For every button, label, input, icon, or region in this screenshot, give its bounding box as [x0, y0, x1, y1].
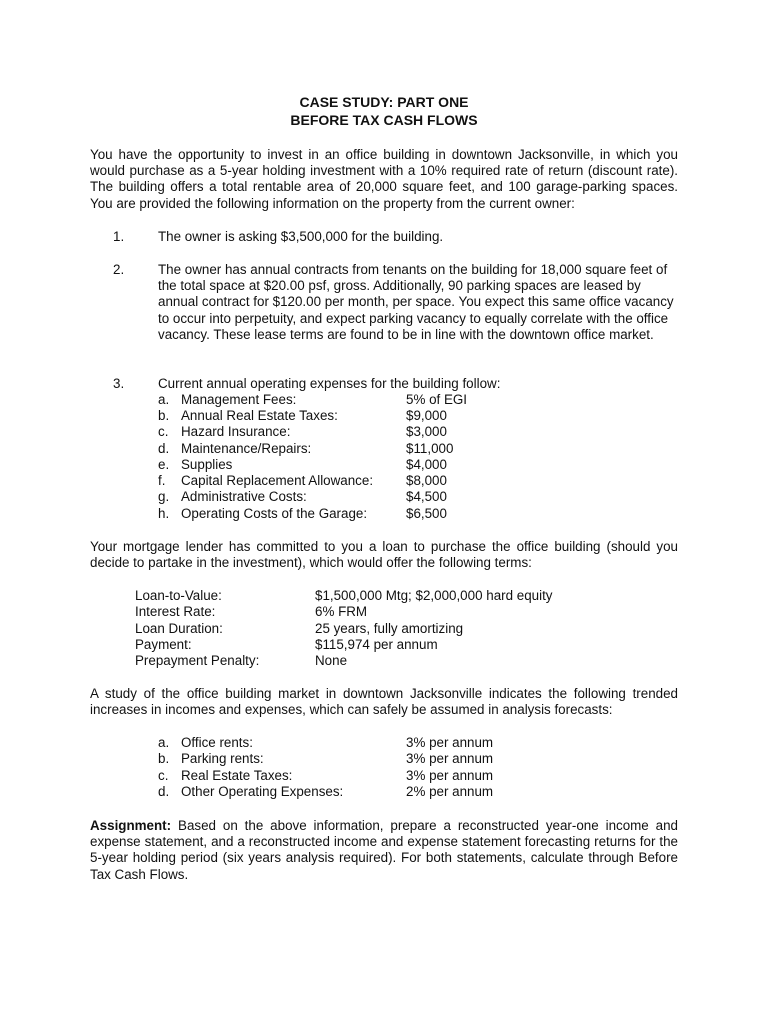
- expense-value: $4,500: [406, 489, 447, 504]
- trend-label: Other Operating Expenses:: [181, 784, 344, 799]
- expense-label: Annual Real Estate Taxes:: [181, 408, 338, 423]
- loan-term-value: $1,500,000 Mtg; $2,000,000 hard equity: [315, 588, 553, 603]
- expense-letter: e.: [158, 457, 170, 472]
- trend-label: Real Estate Taxes:: [181, 768, 293, 783]
- item-number: 2.: [113, 262, 125, 277]
- expense-label: Capital Replacement Allowance:: [181, 473, 374, 488]
- expense-label: Supplies: [181, 457, 233, 472]
- expense-letter: g.: [158, 489, 170, 504]
- expense-letter: c.: [158, 424, 169, 439]
- expense-value: $6,500: [406, 506, 447, 521]
- expense-label: Management Fees:: [181, 392, 297, 407]
- trend-value: 3% per annum: [406, 768, 494, 783]
- trend-label: Office rents:: [181, 735, 253, 750]
- study-paragraph: A study of the office building market in downtown Jacksonville indicates the following trended increases in incomes and expenses, which can safely be assumed in analysis forecasts:: [90, 686, 678, 718]
- title-line-1: CASE STUDY: PART ONE: [299, 94, 469, 110]
- expense-letter: f.: [158, 473, 166, 488]
- expense-letter: h.: [158, 506, 170, 521]
- loan-term-value: 6% FRM: [315, 604, 368, 619]
- title-line-2: BEFORE TAX CASH FLOWS: [290, 112, 478, 128]
- loan-term-value: None: [315, 653, 348, 668]
- trend-value: 3% per annum: [406, 735, 494, 750]
- expense-value: $9,000: [406, 408, 447, 423]
- expense-value: $8,000: [406, 473, 447, 488]
- lender-paragraph: Your mortgage lender has committed to you a loan to purchase the office building (should you decide to partake in the investment), which would offer the following terms:: [90, 539, 678, 571]
- intro-paragraph: You have the opportunity to invest in an office building in downtown Jacksonville, in which you would purchase as a 5-year holding investment with a 10% required rate of return (discount rate). The building offers a total rentable area of 20,000 square feet, and 100 garage-parking spaces. You are provided the following information on the property from the current owner:: [90, 147, 678, 211]
- loan-term-label: Loan Duration:: [135, 621, 223, 636]
- trend-letter: d.: [158, 784, 170, 799]
- trend-letter: c.: [158, 768, 169, 783]
- expense-label: Hazard Insurance:: [181, 424, 291, 439]
- item-text: Current annual operating expenses for the building follow:: [158, 376, 501, 391]
- trend-label: Parking rents:: [181, 751, 264, 766]
- expense-letter: d.: [158, 441, 170, 456]
- trend-value: 3% per annum: [406, 751, 494, 766]
- expense-letter: a.: [158, 392, 170, 407]
- item-text: The owner is asking $3,500,000 for the building.: [158, 229, 444, 244]
- expense-label: Maintenance/Repairs:: [181, 441, 312, 456]
- item-number: 1.: [113, 229, 125, 244]
- item-number: 3.: [113, 376, 125, 391]
- trend-letter: b.: [158, 751, 170, 766]
- assignment-text: Based on the above information, prepare a reconstructed year-one income and expense statement, and a reconstructed income and expense statement forecasting returns for the 5-year holding period (six years analysis required). For both statements, calculate through Before Tax Cash Flows.: [90, 818, 678, 882]
- loan-term-label: Prepayment Penalty:: [135, 653, 260, 668]
- expense-label: Operating Costs of the Garage:: [181, 506, 368, 521]
- trend-letter: a.: [158, 735, 170, 750]
- loan-term-value: $115,974 per annum: [315, 637, 438, 652]
- loan-term-label: Payment:: [135, 637, 192, 652]
- expense-value: $4,000: [406, 457, 447, 472]
- assignment-paragraph: [90, 818, 678, 883]
- loan-term-label: Interest Rate:: [135, 604, 216, 619]
- expense-label: Administrative Costs:: [181, 489, 307, 504]
- item-text: The owner has annual contracts from tenants on the building for 18,000 square feet of the total space at $20.00 psf, gross. Additionally, 90 parking spaces are leased by annual contract for $120.00 per month, per space. You expect this same office vacancy to occur into perpetuity, and expect parking vacancy to equally correlate with the office vacancy. These lease terms are found to be in line with the downtown office market.: [158, 262, 674, 342]
- loan-term-value: 25 years, fully amortizing: [315, 621, 464, 636]
- expense-value: $3,000: [406, 424, 447, 439]
- expense-letter: b.: [158, 408, 170, 423]
- trend-value: 2% per annum: [406, 784, 494, 799]
- loan-term-label: Loan-to-Value:: [135, 588, 222, 603]
- expense-value: $11,000: [406, 441, 454, 456]
- assignment-label: Assignment:: [90, 818, 172, 833]
- expense-value: 5% of EGI: [406, 392, 468, 407]
